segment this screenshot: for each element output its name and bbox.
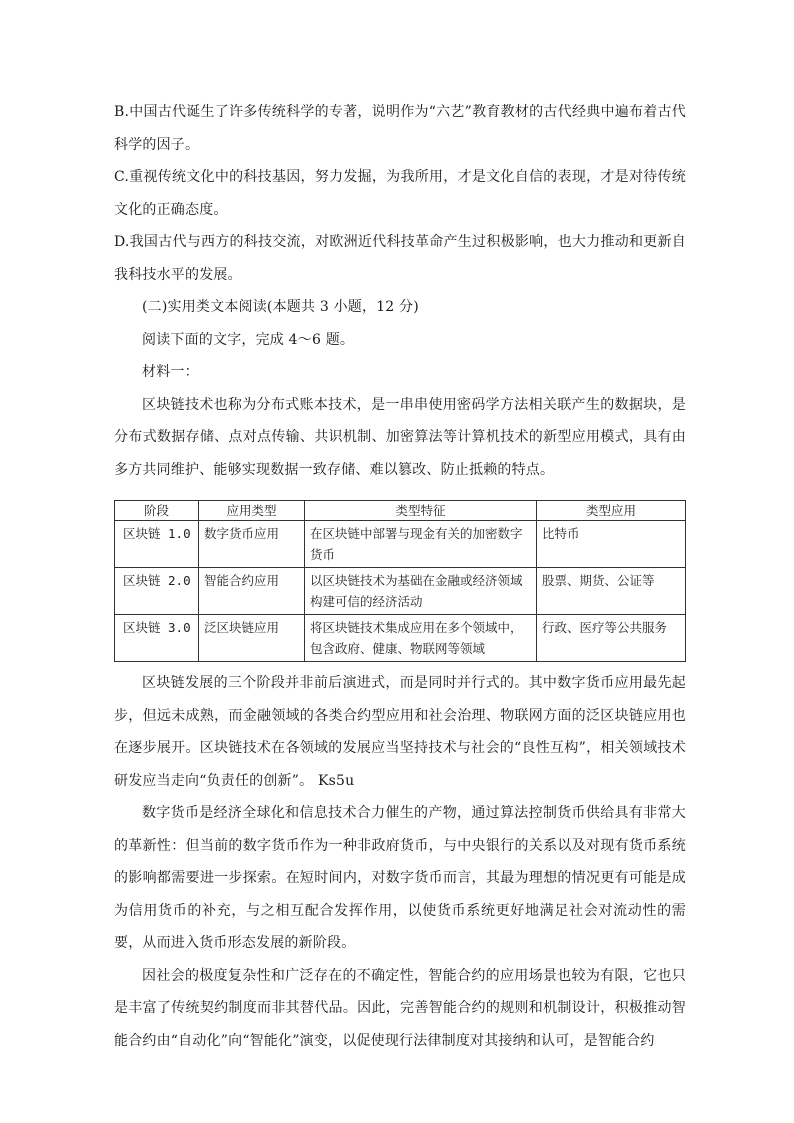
- body-paragraph-3: 因社会的极度复杂性和广泛存在的不确定性，智能合约的应用场景也较为有限，它也只是丰富了传统契约制度而非其替代品。因此，完善智能合约的规则和机制设计，积极推动智能合约由“自动化”向“智能化”演变，以促使现行法律制度对其接纳和认可，是智能合约: [114, 967, 686, 1049]
- table-cell: 行政、医疗等公共服务: [537, 615, 686, 662]
- table-cell: 在区块链中部署与现金有关的加密数字货币: [305, 521, 537, 568]
- section-instruction: 阅读下面的文字，完成 4～6 题。: [142, 331, 355, 348]
- table-cell: 区块链 1.0: [115, 521, 199, 568]
- body-paragraph-2: 数字货币是经济全球化和信息技术合力催生的产物，通过算法控制货币供给具有非常大的革新性：但当前的数字货币作为一种非政府货币，与中央银行的关系以及对现有货币系统的影响都需要进一步探索。在短时间内，对数字货币而言，其最为理想的情况更有可能是成为信用货币的补充，与之相互配合发挥作用，以使货币系统更好地满足社会对流动性的需要，从而进入货币形态发展的新阶段。: [114, 805, 686, 951]
- table-cell: 泛区块链应用: [199, 615, 305, 662]
- material-label: 材料一：: [142, 364, 199, 380]
- option-c: C.重视传统文化中的科技基因，努力发掘，为我所用，才是文化自信的表现，才是对待传统文化的正确态度。: [114, 169, 686, 218]
- blockchain-stage-table: [114, 500, 686, 662]
- table-row: [115, 568, 686, 615]
- option-d: D.我国古代与西方的科技交流，对欧洲近代科技革命产生过积极影响，也大力推动和更新自我科技水平的发展。: [114, 234, 686, 283]
- option-b: B.中国古代诞生了许多传统科学的专著，说明作为“六艺”教育教材的古代经典中遍布着古代科学的因子。: [114, 104, 686, 153]
- table-header-cell: 类型特征: [305, 501, 537, 521]
- table-cell: 数字货币应用: [199, 521, 305, 568]
- section-heading: (二)实用类文本阅读(本题共 3 小题，12 分): [142, 299, 419, 315]
- table-header-cell: 应用类型: [199, 501, 305, 521]
- table-row: [115, 521, 686, 568]
- table-cell: 比特币: [537, 521, 686, 568]
- table-cell: 将区块链技术集成应用在多个领域中，包含政府、健康、物联网等领域: [305, 615, 537, 662]
- table-cell: 智能合约应用: [199, 568, 305, 615]
- table-header-row: [115, 501, 686, 521]
- document-page: [114, 96, 686, 1057]
- body-paragraph-1: 区块链发展的三个阶段并非前后演进式，而是同时并行式的。其中数字货币应用最先起步，但远未成熟，而金融领域的各类合约型应用和社会治理、物联网方面的泛区块链应用也在逐步展开。区块链技术在各领域的发展应当坚持技术与社会的“良性互构”，相关领域技术研发应当走向“负责任的创新”。 Ks5u: [114, 675, 686, 789]
- table-row: [115, 615, 686, 662]
- table-cell: 股票、期货、公证等: [537, 568, 686, 615]
- table-header-cell: 阶段: [115, 501, 199, 521]
- table-cell: 以区块链技术为基础在金融或经济领域构建可信的经济活动: [305, 568, 537, 615]
- table-cell: 区块链 3.0: [115, 615, 199, 662]
- table-cell: 区块链 2.0: [115, 568, 199, 615]
- intro-paragraph: 区块链技术也称为分布式账本技术，是一串串使用密码学方法相关联产生的数据块，是分布式数据存储、点对点传输、共识机制、加密算法等计算机技术的新型应用模式，具有由多方共同维护、能够实现数据一致存储、难以篡改、防止抵赖的特点。: [114, 396, 686, 478]
- table-header-cell: 类型应用: [537, 501, 686, 521]
